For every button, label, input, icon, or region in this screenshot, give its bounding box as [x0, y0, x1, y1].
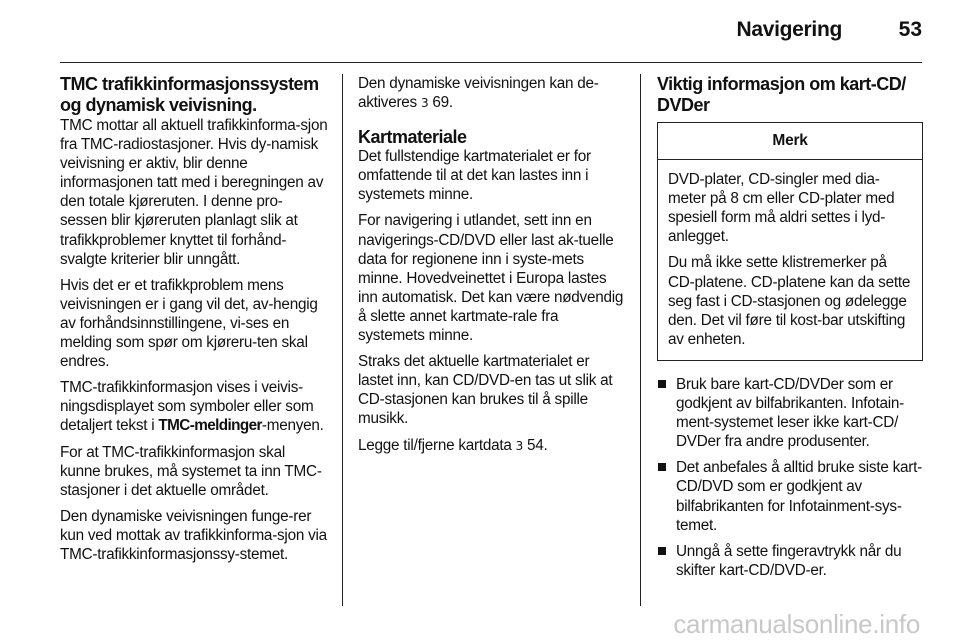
tmc-p3-text-a: TMC-trafikkinformasjon vises i veivis-ningsdisplayet som symboler eller som detaljert tekst i	[60, 379, 314, 435]
watermark: carmanualsonline.info	[673, 609, 920, 639]
tmc-paragraph-4: For at TMC-trafikkinformasjon skal kunne brukes, må systemet ta inn TMC-stasjoner i det aktuelle området.	[60, 443, 322, 499]
map-paragraph-4	[358, 436, 628, 456]
page-number: 53	[898, 18, 922, 41]
add-remove-text: Legge til/fjerne kartdata	[358, 436, 516, 454]
bullet-text: Det anbefales å alltid bruke siste kart-CD/DVD som er godkjent av bilfabrikanten for Infotainment-sys-temet.	[676, 459, 922, 534]
section-title: Navigering	[736, 18, 842, 41]
tmc-paragraph-3	[60, 378, 328, 435]
page-ref-54[interactable]: 54.	[527, 436, 548, 454]
list-item	[657, 375, 923, 451]
bullet-text: Bruk bare kart-CD/DVDer som er godkjent av bilfabrikanten. Infotain-ment-systemet leser ikke kart-CD/ DVDer fra andre produsenter.	[676, 375, 905, 451]
note-box	[657, 122, 923, 361]
column-3	[657, 74, 923, 587]
note-title: Merk	[658, 123, 922, 160]
bullet-square-icon	[658, 547, 666, 555]
note-body	[658, 160, 922, 360]
map-material-heading: Kartmateriale	[358, 127, 467, 148]
tmc-heading: TMC trafikkinformasjonssystem og dynamisk veivisning.	[60, 74, 319, 115]
column-divider-1	[342, 74, 343, 606]
note-paragraph-2: Du må ikke sette klistremerker på CD-platene. CD-platene kan da sette seg fast i CD-stasjonen og ødelegge den. Det vil føre til kost-bar utskifting av enheten.	[668, 254, 911, 348]
deactivate-paragraph	[358, 74, 628, 113]
column-2	[358, 74, 628, 463]
column-divider-2	[640, 74, 641, 606]
map-paragraph-2: For navigering i utlandet, sett inn en navigerings-CD/DVD eller last ak-tuelle data for regionene inn i syste-mets minne. Hovedveinettet i Europa lastes inn automatisk. Det kan være nødvendig å slette annet kartmate-rale fra systemets minne.	[358, 212, 624, 345]
note-paragraph-1: DVD-plater, CD-singler med dia-meter på 8 cm eller CD-plater med spesiell form må aldri settes i lyd-anlegget.	[668, 171, 895, 246]
tmc-messages-menu-label: TMC-meldinger	[158, 417, 262, 435]
list-item	[657, 542, 923, 580]
tmc-paragraph-5: Den dynamiske veivisningen funge-rer kun ved mottak av trafikkinforma-sjon via TMC-trafikkinformasjonssy-stemet.	[60, 507, 327, 563]
column-1	[60, 74, 328, 571]
tmc-p3-text-b: -menyen.	[261, 417, 324, 435]
page-ref-icon: 3	[515, 438, 524, 453]
map-paragraph-1: Det fullstendige kartmaterialet er for omfattende til at det kan lastes inn i systemets minne.	[358, 148, 591, 204]
page-header	[60, 0, 922, 63]
tmc-paragraph-2: Hvis det er et trafikkproblem mens veivisningen er i gang vil det, av-hengig av forhåndsinnstillingene, vi-ses en melding som spør om kjøreru-ten skal endres.	[60, 276, 318, 371]
tmc-paragraph-1: TMC mottar all aktuell trafikkinforma-sjon fra TMC-radiostasjoner. Hvis dy-namisk veivisning er aktiv, blir denne informasjonen tatt med i beregningen av den totale kjøreruten. I denne pro-sessen blir kjøreruten planlagt slik at trafikkproblemer knyttet til forhånd-svalgte kriterier blir unngått.	[60, 117, 328, 268]
page-ref-icon: 3	[420, 96, 429, 111]
page-ref-69[interactable]: 69.	[432, 94, 453, 112]
deactivate-text: Den dynamiske veivisningen kan de-aktiveres	[358, 75, 599, 112]
bullet-text: Unngå å sette fingeravtrykk når du skifter kart-CD/DVD-er.	[676, 542, 902, 579]
map-cd-heading: Viktig informasjon om kart-CD/ DVDer	[657, 74, 906, 115]
map-paragraph-3: Straks det aktuelle kartmaterialet er lastet inn, kan CD/DVD-en tas ut slik at CD-stasjonen kan brukes til å spille musikk.	[358, 353, 613, 428]
bullet-list	[657, 375, 923, 580]
bullet-square-icon	[658, 380, 666, 388]
bullet-square-icon	[658, 463, 666, 471]
list-item	[657, 458, 923, 534]
